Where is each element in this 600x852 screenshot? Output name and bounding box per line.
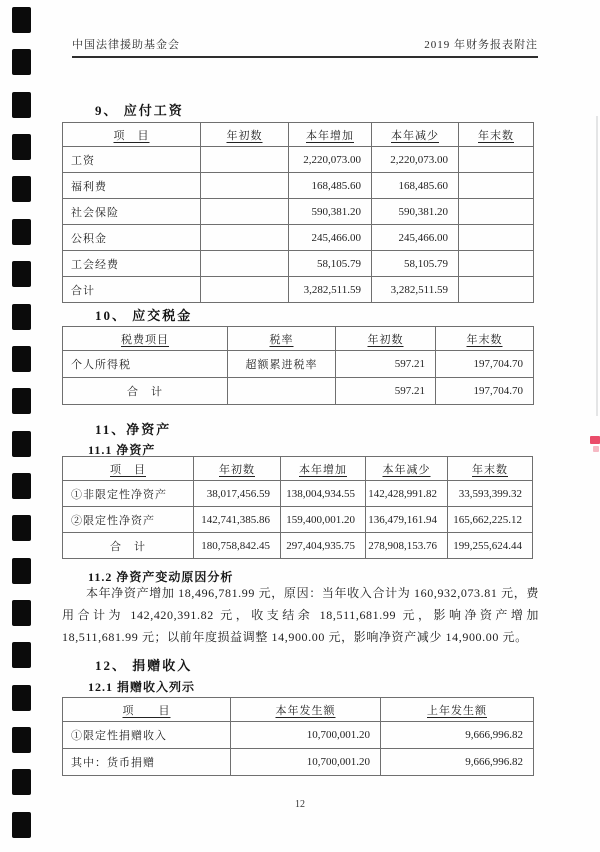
table-header-row <box>63 457 533 481</box>
value-cell <box>459 251 534 277</box>
binding-hole-mark <box>12 812 31 838</box>
binding-hole-mark <box>12 261 31 287</box>
column-header: 本年增加 <box>281 457 366 481</box>
value-cell: 168,485.60 <box>289 173 372 199</box>
value-cell: 33,593,399.32 <box>448 481 533 507</box>
section-10-title: 10、 应交税金 <box>95 308 193 323</box>
value-cell: 9,666,996.82 <box>381 749 534 776</box>
value-cell: 38,017,456.59 <box>194 481 281 507</box>
row-label-cell: ②限定性净资产 <box>63 507 194 533</box>
row-label-cell: 福利费 <box>63 173 201 199</box>
value-cell: 245,466.00 <box>289 225 372 251</box>
value-cell: 2,220,073.00 <box>372 147 459 173</box>
value-cell: 142,428,991.82 <box>366 481 448 507</box>
column-header: 年末数 <box>448 457 533 481</box>
value-cell <box>459 173 534 199</box>
table-total-row <box>63 378 534 405</box>
row-label-cell: 其中：货币捐赠 <box>63 749 231 776</box>
value-cell: 278,908,153.76 <box>366 533 448 559</box>
binding-hole-mark <box>12 473 31 499</box>
value-cell: 590,381.20 <box>289 199 372 225</box>
table-row <box>63 173 534 199</box>
value-cell: 197,704.70 <box>436 351 534 378</box>
row-label-cell: 个人所得税 <box>63 351 228 378</box>
column-header: 年末数 <box>436 327 534 351</box>
binding-hole-mark <box>12 431 31 457</box>
table-row <box>63 481 533 507</box>
column-header: 本年减少 <box>372 123 459 147</box>
value-cell: 10,700,001.20 <box>231 749 381 776</box>
binding-hole-mark <box>12 134 31 160</box>
value-cell <box>201 225 289 251</box>
column-header: 年初数 <box>194 457 281 481</box>
value-cell: 3,282,511.59 <box>289 277 372 303</box>
row-label-cell: 合计 <box>63 277 201 303</box>
header-doc-title: 2019 年财务报表附注 <box>424 39 538 51</box>
value-cell <box>201 147 289 173</box>
paper-edge-shadow <box>596 116 598 416</box>
binding-hole-mark <box>12 685 31 711</box>
row-label-cell: 社会保险 <box>63 199 201 225</box>
value-cell: 超额累进税率 <box>228 351 336 378</box>
binding-hole-mark <box>12 304 31 330</box>
column-header: 年初数 <box>201 123 289 147</box>
column-header: 年初数 <box>336 327 436 351</box>
red-ink-mark-faint <box>593 446 599 452</box>
table-header-row <box>63 698 534 722</box>
value-cell <box>201 199 289 225</box>
value-cell <box>228 378 336 405</box>
value-cell: 138,004,934.55 <box>281 481 366 507</box>
value-cell: 3,282,511.59 <box>372 277 459 303</box>
binding-hole-mark <box>12 92 31 118</box>
section-11-1-title: 11.1 净资产 <box>88 443 156 457</box>
table-row <box>63 749 534 776</box>
donation-income-table <box>62 697 534 776</box>
value-cell <box>459 147 534 173</box>
table-row <box>63 199 534 225</box>
column-header: 本年减少 <box>366 457 448 481</box>
binding-marks <box>12 7 31 838</box>
value-cell: 297,404,935.75 <box>281 533 366 559</box>
value-cell: 199,255,624.44 <box>448 533 533 559</box>
row-label-cell: 合 计 <box>63 533 194 559</box>
column-header: 税费项目 <box>63 327 228 351</box>
binding-hole-mark <box>12 7 31 33</box>
value-cell: 168,485.60 <box>372 173 459 199</box>
value-cell: 165,662,225.12 <box>448 507 533 533</box>
value-cell: 10,700,001.20 <box>231 722 381 749</box>
row-label-cell: 工会经费 <box>63 251 201 277</box>
table-header-row <box>63 327 534 351</box>
binding-hole-mark <box>12 515 31 541</box>
net-assets-table <box>62 456 533 559</box>
row-label-cell: ①非限定性净资产 <box>63 481 194 507</box>
column-header: 年末数 <box>459 123 534 147</box>
value-cell <box>201 277 289 303</box>
column-header: 本年发生额 <box>231 698 381 722</box>
value-cell: 142,741,385.86 <box>194 507 281 533</box>
row-label-cell: 公积金 <box>63 225 201 251</box>
binding-hole-mark <box>12 558 31 584</box>
table-header-row <box>63 123 534 147</box>
binding-hole-mark <box>12 727 31 753</box>
value-cell: 136,479,161.94 <box>366 507 448 533</box>
row-label-cell: ①限定性捐赠收入 <box>63 722 231 749</box>
table-row <box>63 225 534 251</box>
value-cell: 245,466.00 <box>372 225 459 251</box>
wages-payable-table <box>62 122 534 303</box>
binding-hole-mark <box>12 346 31 372</box>
table-total-row <box>63 533 533 559</box>
section-11-2-title: 11.2 净资产变动原因分析 <box>88 570 234 584</box>
value-cell: 597.21 <box>336 378 436 405</box>
value-cell: 597.21 <box>336 351 436 378</box>
value-cell: 159,400,001.20 <box>281 507 366 533</box>
column-header: 上年发生额 <box>381 698 534 722</box>
binding-hole-mark <box>12 600 31 626</box>
column-header: 项 目 <box>63 698 231 722</box>
table-row <box>63 251 534 277</box>
value-cell: 9,666,996.82 <box>381 722 534 749</box>
table-total-row <box>63 277 534 303</box>
column-header: 税率 <box>228 327 336 351</box>
table-row <box>63 507 533 533</box>
binding-hole-mark <box>12 642 31 668</box>
table-row <box>63 722 534 749</box>
binding-hole-mark <box>12 769 31 795</box>
net-assets-analysis-paragraph: 本年净资产增加 18,496,781.99 元，原因：当年收入合计为 160,932,073.81 元，费用合计为 142,420,391.82 元，收支结余 18,511,681.99 元，影响净资产增加 18,511,681.99 元；以前年度损益调整 14,900.00 元，影响净资产减少 14,900.00 元。 <box>62 586 539 644</box>
page-number: 12 <box>295 799 305 810</box>
column-header: 项 目 <box>63 457 194 481</box>
value-cell: 180,758,842.45 <box>194 533 281 559</box>
red-ink-mark <box>590 436 600 444</box>
binding-hole-mark <box>12 49 31 75</box>
value-cell <box>459 199 534 225</box>
row-label-cell: 合 计 <box>63 378 228 405</box>
binding-hole-mark <box>12 176 31 202</box>
section-9-title: 9、 应付工资 <box>95 103 184 118</box>
row-label-cell: 工资 <box>63 147 201 173</box>
value-cell: 58,105.79 <box>289 251 372 277</box>
header-org-name: 中国法律援助基金会 <box>72 39 180 51</box>
binding-hole-mark <box>12 388 31 414</box>
table-row <box>63 351 534 378</box>
value-cell: 58,105.79 <box>372 251 459 277</box>
value-cell <box>201 173 289 199</box>
column-header: 本年增加 <box>289 123 372 147</box>
value-cell <box>201 251 289 277</box>
taxes-payable-table <box>62 326 534 405</box>
value-cell <box>459 277 534 303</box>
table-row <box>63 147 534 173</box>
value-cell <box>459 225 534 251</box>
value-cell: 2,220,073.00 <box>289 147 372 173</box>
value-cell: 197,704.70 <box>436 378 534 405</box>
section-12-1-title: 12.1 捐赠收入列示 <box>88 680 196 694</box>
section-11-title: 11、净资产 <box>95 422 172 437</box>
value-cell: 590,381.20 <box>372 199 459 225</box>
section-12-title: 12、 捐赠收入 <box>95 658 193 673</box>
binding-hole-mark <box>12 219 31 245</box>
running-header <box>72 36 538 58</box>
column-header: 项 目 <box>63 123 201 147</box>
